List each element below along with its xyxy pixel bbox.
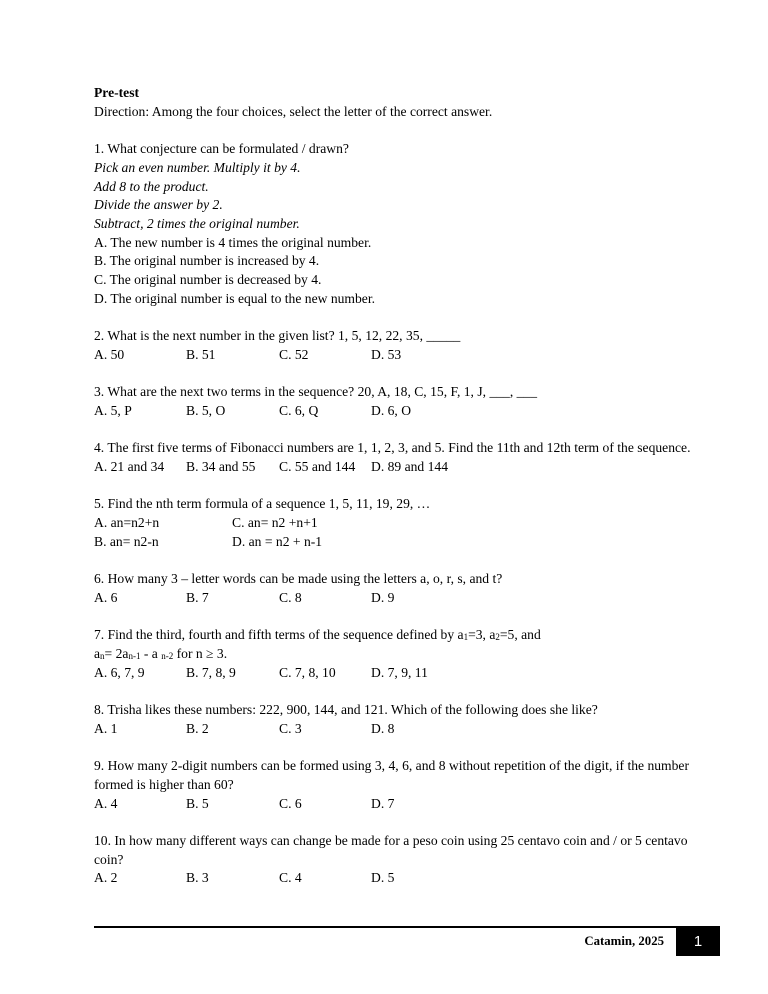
question-9	[94, 757, 694, 813]
question-10-choice-b: B. 3	[186, 870, 209, 886]
question-8-text: 8. Trisha likes these numbers: 222, 900, 144, and 121. Which of the following does she like?	[94, 702, 598, 718]
question-6-text: 6. How many 3 – letter words can be made using the letters a, o, r, s, and t?	[94, 571, 503, 587]
footer-divider	[94, 926, 676, 928]
question-3	[94, 383, 694, 420]
question-10	[94, 832, 694, 888]
question-1-step: Pick an even number. Multiply it by 4.	[94, 159, 301, 175]
question-6-choice-d: D. 9	[371, 589, 395, 605]
q7-formula-part: = 2a	[104, 645, 129, 661]
question-4-choice-a: A. 21 and 34	[94, 459, 165, 474]
question-5-choice-a: A. an=n2+n	[94, 515, 160, 531]
question-4-choice-b: B. 34 and 55	[186, 459, 256, 474]
question-5-choice-c: C. an= n2 +n+1	[232, 515, 318, 531]
question-6	[94, 570, 694, 607]
q7-formula-part: a	[94, 645, 101, 661]
question-2-choice-b: B. 51	[186, 346, 216, 362]
question-6-choice-b: B. 7	[186, 589, 209, 605]
question-5-choice-b: B. an= n2-n	[94, 533, 159, 549]
question-9-choice-d: D. 7	[371, 795, 395, 811]
question-3-choice-a: A. 5, P	[94, 402, 132, 418]
question-2-choice-c: C. 52	[279, 346, 309, 362]
q7-text-part: 7. Find the third, fourth and fifth terms of the sequence defined by a	[94, 627, 464, 643]
q7-subscript: n-1	[128, 650, 141, 661]
question-2-text: 2. What is the next number in the given list? 1, 5, 12, 22, 35, _____	[94, 328, 461, 344]
question-9-choice-a: A. 4	[94, 795, 118, 811]
question-7-text	[94, 626, 694, 645]
page-title: Pre-test	[94, 85, 140, 100]
question-4-choice-c: C. 55 and 144	[279, 459, 356, 474]
q7-text-part: =3, a	[468, 627, 496, 643]
question-6-choice-c: C. 8	[279, 589, 302, 605]
q7-formula-part: for n ≥ 3.	[173, 645, 228, 661]
question-8	[94, 701, 694, 738]
question-8-choice-a: A. 1	[94, 720, 118, 736]
q7-formula-part: - a	[140, 645, 162, 661]
question-1-choice-b: B. The original number is increased by 4.	[94, 253, 320, 269]
question-3-choice-d: D. 6, O	[371, 402, 412, 418]
question-10-choice-d: D. 5	[371, 870, 395, 886]
question-9-text: 9. How many 2-digit numbers can be formed using 3, 4, 6, and 8 without repetition of the digit, if the number formed is higher than 60?	[94, 758, 689, 792]
question-1	[94, 140, 694, 308]
q7-subscript: n	[100, 650, 105, 661]
question-2	[94, 327, 694, 364]
question-4-choice-d: D. 89 and 144	[371, 459, 449, 474]
question-5-text: 5. Find the nth term formula of a sequence 1, 5, 11, 19, 29, …	[94, 496, 431, 512]
page-number: 1	[676, 926, 720, 956]
q7-subscript: 2	[495, 632, 500, 643]
question-7-choice-c: C. 7, 8, 10	[279, 664, 336, 680]
q7-subscript: n-2	[161, 650, 174, 661]
question-1-choice-a: A. The new number is 4 times the original number.	[94, 234, 372, 250]
q7-subscript: 1	[463, 632, 469, 643]
question-3-choice-b: B. 5, O	[186, 402, 226, 418]
question-7-choice-a: A. 6, 7, 9	[94, 664, 145, 680]
question-7-choice-d: D. 7, 9, 11	[371, 664, 428, 680]
question-4	[94, 439, 694, 476]
question-7-formula	[94, 645, 694, 664]
question-2-choice-a: A. 50	[94, 346, 125, 362]
directions: Direction: Among the four choices, select the letter of the correct answer.	[94, 103, 493, 119]
question-8-choice-c: C. 3	[279, 720, 302, 736]
footer-author: Catamin, 2025	[584, 934, 664, 948]
question-1-step: Add 8 to the product.	[94, 178, 209, 194]
question-9-choice-c: C. 6	[279, 795, 302, 811]
question-9-choice-b: B. 5	[186, 795, 209, 811]
question-5-choice-d: D. an = n2 + n-1	[232, 533, 323, 549]
question-4-text: 4. The first five terms of Fibonacci numbers are 1, 1, 2, 3, and 5. Find the 11th and 12th term of the sequence.	[94, 440, 691, 456]
question-3-text: 3. What are the next two terms in the sequence? 20, A, 18, C, 15, F, 1, J, ___, ___	[94, 384, 538, 400]
question-1-step: Divide the answer by 2.	[94, 197, 223, 213]
question-1-step: Subtract, 2 times the original number.	[94, 215, 300, 231]
question-10-choice-c: C. 4	[279, 870, 302, 886]
question-10-choice-a: A. 2	[94, 870, 118, 886]
question-6-choice-a: A. 6	[94, 589, 118, 605]
question-3-choice-c: C. 6, Q	[279, 402, 319, 418]
question-1-choice-c: C. The original number is decreased by 4.	[94, 272, 322, 288]
question-1-text: 1. What conjecture can be formulated / drawn?	[94, 141, 349, 157]
question-7-choice-b: B. 7, 8, 9	[186, 664, 236, 680]
question-8-choice-b: B. 2	[186, 720, 209, 736]
question-2-choice-d: D. 53	[371, 346, 402, 362]
question-10-text: 10. In how many different ways can change be made for a peso coin using 25 centavo coin and / or 5 centavo coin?	[94, 832, 688, 867]
document-body	[94, 84, 694, 888]
question-1-choice-d: D. The original number is equal to the new number.	[94, 290, 376, 306]
question-8-choice-d: D. 8	[371, 720, 395, 736]
question-7	[94, 626, 694, 682]
q7-text-part: =5, and	[499, 627, 541, 643]
question-5	[94, 495, 694, 551]
